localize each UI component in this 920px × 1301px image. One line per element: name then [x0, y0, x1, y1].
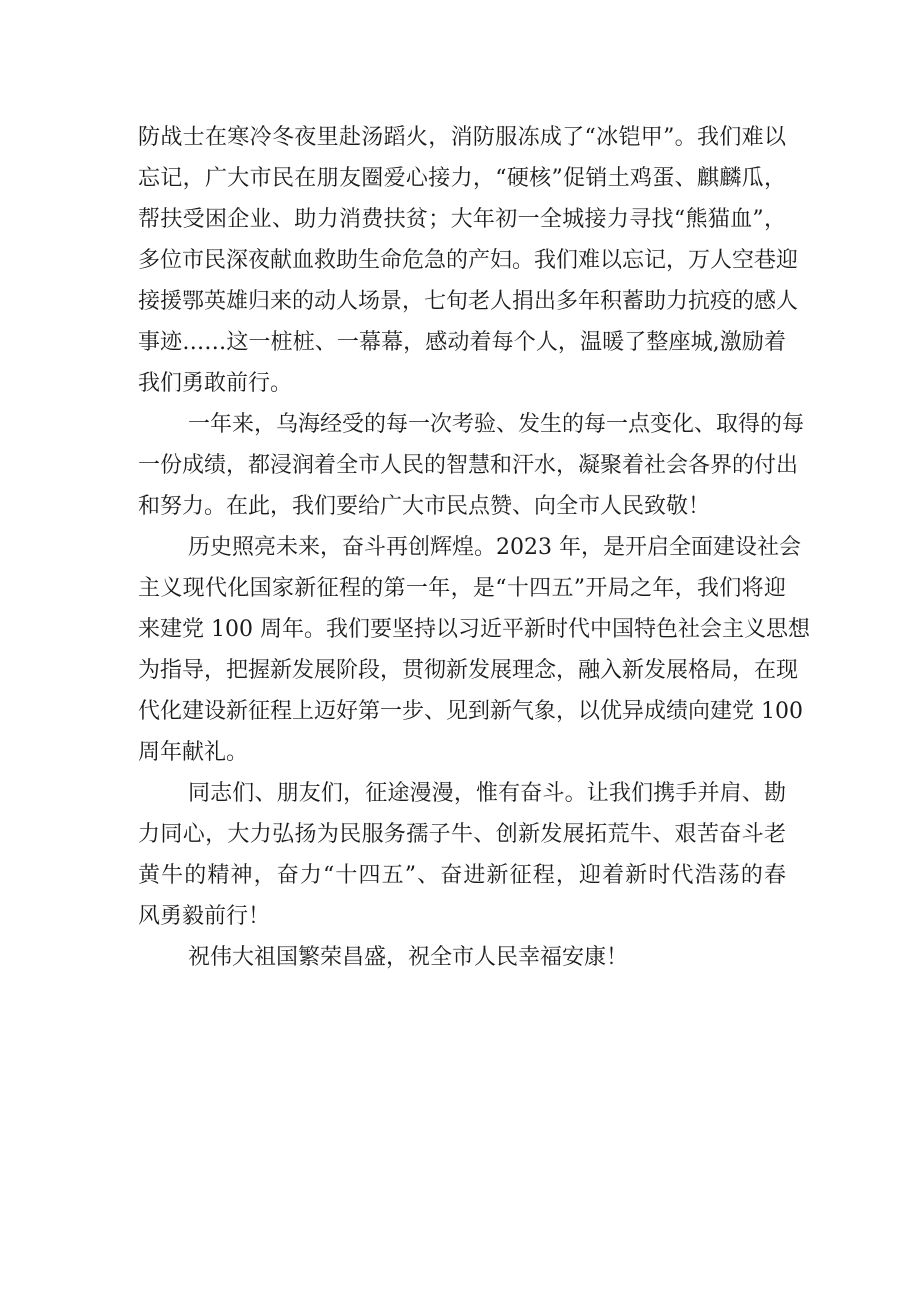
paragraph-1 [138, 117, 798, 404]
text-line: 黄牛的精神，奋力“十四五”、奋进新征程，迎着新时代浩荡的春 [138, 863, 786, 888]
text-line: 同志们、朋友们，征途漫漫，惟有奋斗。让我们携手并肩、勘 [188, 781, 786, 806]
text-line: 帮扶受困企业、助力消费扶贫；大年初一全城接力寻找“熊猫血”， [138, 207, 786, 232]
text-line: 一年来，乌海经受的每一次考验、发生的每一点变化、取得的每 [188, 412, 805, 437]
text-line: 祝伟大祖国繁荣昌盛，祝全市人民幸福安康！ [188, 945, 629, 970]
text-line: 多位市民深夜献血救助生命危急的产妇。我们难以忘记，万人空巷迎 [138, 248, 799, 273]
text-line: 忘记，广大市民在朋友圈爱心接力，“硬核”促销土鸡蛋、麒麟瓜， [138, 166, 786, 191]
text-line: 历史照亮未来，奋斗再创辉煌。2023 年，是开启全面建设社会 [188, 535, 801, 560]
text-line: 防战士在寒冷冬夜里赴汤蹈火，消防服冻成了“冰铠甲”。我们难以 [138, 125, 786, 150]
text-line: 来建党 100 周年。我们要坚持以习近平新时代中国特色社会主义思想 [138, 617, 810, 642]
text-line: 力同心，大力弘扬为民服务孺子牛、创新发展拓荒牛、艰苦奋斗老 [138, 822, 786, 847]
text-line: 我们勇敢前行。 [138, 371, 293, 396]
document-body [138, 117, 810, 978]
paragraph-2 [138, 404, 805, 527]
paragraph-3 [138, 527, 810, 773]
text-line: 接援鄂英雄归来的动人场景，七旬老人捐出多年积蓄助力抗疫的感人 [138, 289, 799, 314]
text-line: 事迹……这一桩桩、一幕幕，感动着每个人，温暖了整座城,激励着 [138, 330, 786, 355]
text-line: 代化建设新征程上迈好第一步、见到新气象，以优异成绩向建党 100 [138, 699, 803, 724]
paragraph-4 [138, 773, 798, 937]
text-line: 一份成绩，都浸润着全市人民的智慧和汗水，凝聚着社会各界的付出 [138, 453, 799, 478]
text-line: 和努力。在此，我们要给广大市民点赞、向全市人民致敬！ [138, 494, 711, 519]
text-line: 风勇毅前行！ [138, 904, 271, 929]
text-line: 为指导，把握新发展阶段，贯彻新发展理念，融入新发展格局，在现 [138, 658, 799, 683]
text-line: 周年献礼。 [138, 740, 249, 765]
paragraph-5 [138, 937, 798, 978]
text-line: 主义现代化国家新征程的第一年，是“十四五”开局之年，我们将迎 [138, 576, 786, 601]
